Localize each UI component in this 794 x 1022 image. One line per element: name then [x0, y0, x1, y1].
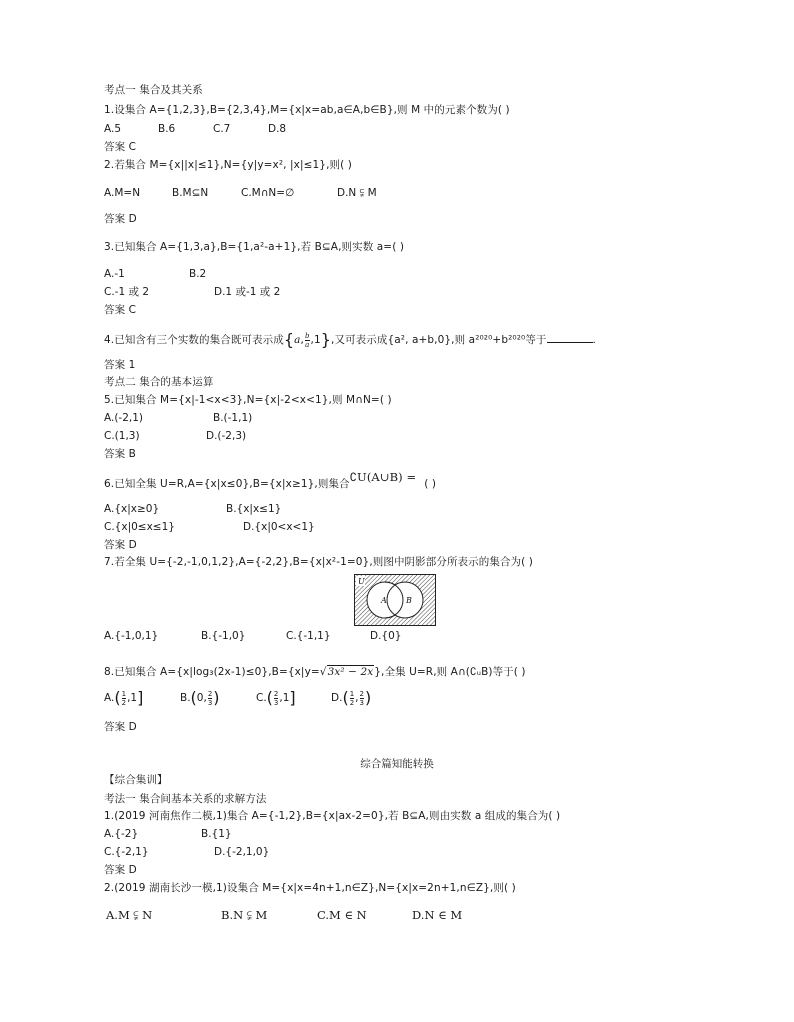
q1-option-c: C.7	[213, 123, 231, 135]
z2-option-c: C.M ∈ N	[317, 908, 367, 922]
z2-option-a: A.M ⫋ N	[106, 908, 153, 922]
q4-set-a: a	[294, 334, 301, 346]
venn-circle-b	[387, 582, 423, 618]
q5-answer: 答案 B	[104, 448, 136, 460]
q6-text-pre: 6.已知全集 U=R,A={x|x≤0},B={x|x≥1},则集合	[104, 478, 350, 490]
question-8-stem	[104, 666, 526, 679]
q4-right-brace: }	[320, 330, 332, 349]
q8-d-den2: 3	[359, 698, 364, 707]
q6-option-d: D.{x|0<x<1}	[243, 521, 315, 533]
q8-text-pre: 8.已知集合 A={x|log₃(2x-1)≤0},B={x|y=	[104, 666, 320, 678]
q1-option-b: B.6	[158, 123, 176, 135]
q8-option-d: D.( $\frac{1}{2}$ , $\frac{2}{3}$ )	[331, 688, 372, 707]
z1-option-d: D.{-2,1,0}	[214, 846, 270, 858]
q8-c-den: 3	[273, 698, 279, 707]
exercise-1-stem: 1.(2019 河南焦作二模,1)集合 A={-1,2},B={x|ax-2=0},若 B⊆A,则由实数 a 组成的集合为( )	[104, 810, 561, 822]
q4-text-post: ,又可表示成{a², a+b,0},则 a²⁰²⁰+b²⁰²⁰等于	[331, 334, 547, 346]
q7-option-d: D.{0}	[370, 630, 402, 642]
question-2-stem: 2.若集合 M={x||x|≤1},N={y|y=x², |x|≤1},则( )	[104, 159, 352, 171]
q8-a-num: 1	[121, 689, 127, 698]
venn-label-b: B	[406, 596, 412, 605]
q2-option-c: C.M∩N=∅	[241, 187, 295, 199]
q8-option-c-label: C.	[256, 692, 267, 704]
q4-text-pre: 4.已知含有三个实数的集合既可表示成	[104, 334, 284, 346]
q3-answer: 答案 C	[104, 304, 137, 316]
q5-option-c: C.(1,3)	[104, 430, 140, 442]
q8-d-num1: 1	[349, 689, 355, 698]
question-1-stem: 1.设集合 A={1,2,3},B={2,3,4},M={x|x=ab,a∈A,b∈B},则 M 中的元素个数为( )	[104, 104, 510, 116]
q8-option-c: C.( $\frac{2}{3}$ ,1]	[256, 688, 296, 707]
training-heading: 【综合集训】	[104, 774, 168, 786]
q8-b-lower: 0	[196, 692, 204, 704]
q8-option-a: A.( $\frac{1}{2}$ ,1]	[104, 688, 144, 707]
q7-option-b: B.{-1,0}	[201, 630, 246, 642]
venn-label-a: A	[381, 596, 387, 605]
q8-c-num: 2	[273, 689, 279, 698]
q3-option-b: B.2	[189, 268, 207, 280]
q4-fraction	[305, 332, 310, 349]
q4-answer-blank	[547, 332, 593, 343]
q6-paren: ( )	[424, 478, 437, 490]
question-5-stem: 5.已知集合 M={x|-1<x<3},N={x|-2<x<1},则 M∩N=( )	[104, 394, 392, 406]
q8-b-den: 3	[207, 698, 213, 707]
q3-option-d: D.1 或-1 或 2	[214, 286, 281, 298]
q1-answer: 答案 C	[104, 141, 137, 153]
q4-set-one: 1	[313, 334, 321, 346]
q7-option-a: A.{-1,0,1}	[104, 630, 159, 642]
q2-option-d: D.N ⫋ M	[337, 187, 377, 199]
q8-option-b-label: B.	[180, 692, 191, 704]
q4-period: .	[592, 334, 596, 346]
q8-a-upper: 1	[130, 692, 138, 704]
z1-option-c: C.{-2,1}	[104, 846, 149, 858]
venn-diagram	[354, 574, 436, 626]
exercise-2-stem: 2.(2019 湖南长沙一模,1)设集合 M={x|x=4n+1,n∈Z},N={x|x=2n+1,n∈Z},则( )	[104, 882, 516, 894]
q4-frac-num: b	[304, 331, 310, 340]
q8-c-upper: 1	[282, 692, 290, 704]
question-7-stem: 7.若全集 U={-2,-1,0,1,2},A={-2,2},B={x|x²-1=0},则图中阴影部分所表示的集合为( )	[104, 556, 533, 568]
venn-label-u: U	[358, 577, 365, 586]
method-heading-1: 考法一 集合间基本关系的求解方法	[104, 793, 267, 805]
q8-option-b: B.(0, $\frac{2}{3}$ )	[180, 688, 220, 707]
q7-option-c: C.{-1,1}	[286, 630, 331, 642]
q1-option-a: A.5	[104, 123, 122, 135]
q8-text-post: },全集 U=R,则 A∩(∁ᵤB)等于( )	[374, 666, 526, 678]
q2-answer: 答案 D	[104, 213, 137, 225]
q2-option-b: B.M⊆N	[172, 187, 209, 199]
q6-option-b: B.{x|x≤1}	[226, 503, 282, 515]
q8-b-num: 2	[207, 689, 213, 698]
z1-option-b: B.{1}	[201, 828, 232, 840]
q6-option-c: C.{x|0≤x≤1}	[104, 521, 175, 533]
question-3-stem: 3.已知集合 A={1,3,a},B={1,a²-a+1},若 B⊆A,则实数 a=( )	[104, 241, 405, 253]
q4-frac-den: a	[305, 340, 310, 349]
q8-option-d-label: D.	[331, 692, 343, 704]
section-heading-1: 考点一 集合及其关系	[104, 84, 203, 96]
section-heading-2: 考点二 集合的基本运算	[104, 376, 214, 388]
q5-option-d: D.(-2,3)	[206, 430, 247, 442]
q1-option-d: D.8	[268, 123, 287, 135]
question-6-stem	[104, 470, 437, 491]
q6-answer: 答案 D	[104, 539, 137, 551]
q2-option-a: A.M=N	[104, 187, 141, 199]
q6-option-a: A.{x|x≥0}	[104, 503, 160, 515]
q4-answer: 答案 1	[104, 359, 136, 371]
question-4-stem: 4.已知含有三个实数的集合既可表示成{a, $\frac{b}{a}$ ,1},又可表示成{a², a+b,0},则 a²⁰²⁰+b²⁰²⁰等于 .	[104, 330, 596, 349]
q8-a-den: 2	[121, 698, 127, 707]
q3-option-a: A.-1	[104, 268, 125, 280]
q4-left-brace: {	[283, 330, 295, 349]
q8-d-num2: 2	[359, 689, 364, 698]
q8-sqrt-sign: √	[319, 666, 327, 678]
q8-option-a-label: A.	[104, 692, 115, 704]
q5-option-a: A.(-2,1)	[104, 412, 144, 424]
section-title: 综合篇知能转换	[360, 758, 434, 770]
z2-option-b: B.N ⫋ M	[221, 908, 268, 922]
q6-complement-expr: ∁U(A∪B) =	[349, 470, 417, 484]
q3-option-c: C.-1 或 2	[104, 286, 149, 298]
z2-option-d: D.N ∈ M	[412, 908, 463, 922]
z1-answer: 答案 D	[104, 864, 137, 876]
q8-d-den1: 2	[349, 698, 355, 707]
q8-sqrt-body: 3x² − 2x	[327, 666, 374, 678]
q5-option-b: B.(-1,1)	[213, 412, 253, 424]
q8-answer: 答案 D	[104, 721, 137, 733]
z1-option-a: A.{-2}	[104, 828, 139, 840]
